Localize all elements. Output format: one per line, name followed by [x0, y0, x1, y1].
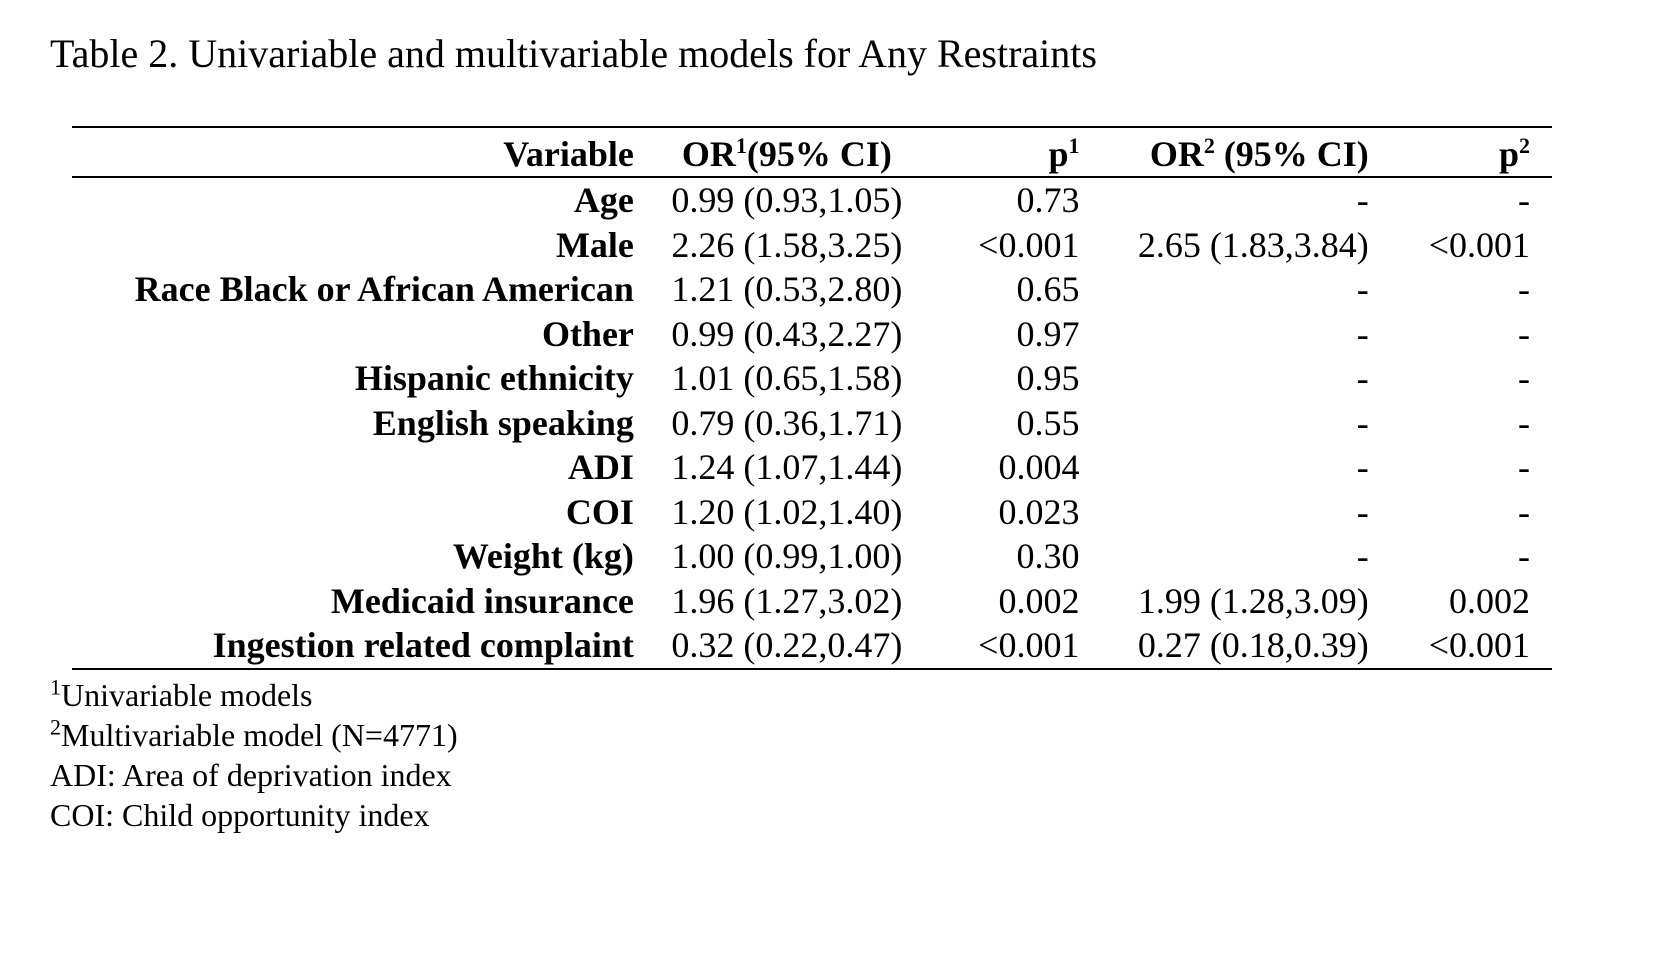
footnote-adi: [50, 755, 458, 795]
footnote-marker: 2: [50, 714, 61, 740]
table-row: [72, 267, 1552, 312]
cell-or2: 2.65 (1.83,3.84): [1137, 224, 1369, 265]
header-or1-prefix: OR: [681, 134, 736, 174]
cell-or1: 0.79 (0.36,1.71): [671, 402, 903, 443]
table-row: [72, 579, 1552, 624]
footnote-2: [50, 715, 458, 755]
table-body: [72, 177, 1552, 669]
cell-variable: Age: [573, 180, 634, 221]
cell-p1: 0.004: [998, 447, 1080, 488]
footnote-text: ADI: Area of deprivation index: [50, 757, 452, 793]
cell-p1: 0.65: [1016, 269, 1080, 310]
cell-p2: -: [1518, 402, 1530, 443]
cell-p2: <0.001: [1428, 224, 1530, 265]
cell-p1: <0.001: [978, 625, 1080, 666]
table-header: [72, 127, 1552, 177]
cell-or2: -: [1356, 491, 1369, 532]
cell-variable: English speaking: [372, 402, 634, 443]
header-p1-sup: 1: [1068, 133, 1080, 158]
cell-p2: -: [1518, 358, 1530, 399]
footnote-coi: [50, 795, 458, 835]
cell-p1: <0.001: [978, 224, 1080, 265]
cell-or2: -: [1356, 358, 1369, 399]
table-row: [72, 534, 1552, 579]
table-row: [72, 177, 1552, 223]
header-or1-sup: 1: [735, 133, 747, 158]
cell-or1: 1.00 (0.99,1.00): [671, 536, 903, 577]
header-p1: [934, 127, 1080, 177]
header-or2: [1079, 127, 1368, 177]
cell-p2: -: [1518, 536, 1530, 577]
cell-p2: -: [1518, 491, 1530, 532]
footnote-text: Univariable models: [61, 677, 313, 713]
header-variable: Variable: [72, 127, 640, 177]
cell-variable: Race Black or African American: [134, 269, 634, 310]
table-row: [72, 490, 1552, 535]
footnote-1: [50, 675, 458, 715]
cell-p1: 0.30: [1016, 536, 1080, 577]
cell-p2: -: [1518, 313, 1530, 354]
cell-or2: -: [1356, 536, 1369, 577]
cell-variable: Weight (kg): [452, 536, 634, 577]
table-row: [72, 445, 1552, 490]
footnotes: [50, 675, 458, 835]
cell-or1: 1.96 (1.27,3.02): [671, 580, 903, 621]
header-p2-prefix: p: [1498, 134, 1519, 174]
cell-variable: Other: [541, 313, 634, 354]
cell-or2: -: [1356, 269, 1369, 310]
cell-or1: 1.20 (1.02,1.40): [671, 491, 903, 532]
cell-or2: -: [1356, 402, 1369, 443]
header-or2-prefix: OR: [1149, 134, 1204, 174]
cell-p2: <0.001: [1428, 625, 1530, 666]
table-row: [72, 401, 1552, 446]
cell-variable: ADI: [567, 447, 634, 488]
cell-variable: COI: [565, 491, 634, 532]
header-or1-suffix: (95% CI): [746, 134, 892, 174]
header-p2: [1369, 127, 1552, 177]
cell-or1: 0.99 (0.93,1.05): [671, 180, 903, 221]
cell-or1: 1.01 (0.65,1.58): [671, 358, 903, 399]
cell-p1: 0.023: [998, 491, 1080, 532]
cell-or1: 0.32 (0.22,0.47): [671, 625, 903, 666]
cell-or2: -: [1356, 447, 1369, 488]
cell-or2: 0.27 (0.18,0.39): [1137, 625, 1369, 666]
cell-p1: 0.97: [1016, 313, 1080, 354]
cell-p2: -: [1518, 180, 1530, 221]
cell-p1: 0.55: [1016, 402, 1080, 443]
cell-or2: -: [1356, 313, 1369, 354]
footnote-marker: 1: [50, 674, 61, 700]
cell-p1: 0.95: [1016, 358, 1080, 399]
cell-or1: 2.26 (1.58,3.25): [671, 224, 903, 265]
footnote-text: Multivariable model (N=4771): [61, 717, 458, 753]
cell-variable: Ingestion related complaint: [212, 625, 634, 666]
header-or2-sup: 2: [1203, 133, 1215, 158]
cell-or1: 1.24 (1.07,1.44): [671, 447, 903, 488]
cell-p2: 0.002: [1449, 580, 1530, 621]
cell-p2: -: [1518, 447, 1530, 488]
results-table: [72, 126, 1552, 670]
cell-or1: 1.21 (0.53,2.80): [671, 269, 903, 310]
cell-variable: Hispanic ethnicity: [354, 358, 634, 399]
table-caption: Table 2. Univariable and multivariable models for Any Restraints: [50, 31, 1097, 76]
header-or2-suffix: (95% CI): [1214, 134, 1369, 174]
table-row: [72, 623, 1552, 669]
cell-or2: -: [1356, 180, 1369, 221]
header-p2-sup: 2: [1519, 133, 1530, 158]
header-or1: [640, 127, 934, 177]
cell-p1: 0.73: [1016, 180, 1080, 221]
footnote-text: COI: Child opportunity index: [50, 797, 430, 833]
cell-p2: -: [1518, 269, 1530, 310]
header-row: [72, 127, 1552, 177]
table-row: [72, 356, 1552, 401]
cell-or2: 1.99 (1.28,3.09): [1137, 580, 1369, 621]
table-row: [72, 312, 1552, 357]
cell-variable: Male: [555, 224, 634, 265]
cell-p1: 0.002: [998, 580, 1080, 621]
header-p1-prefix: p: [1048, 134, 1069, 174]
table-row: [72, 223, 1552, 268]
cell-or1: 0.99 (0.43,2.27): [671, 313, 903, 354]
cell-variable: Medicaid insurance: [330, 580, 634, 621]
